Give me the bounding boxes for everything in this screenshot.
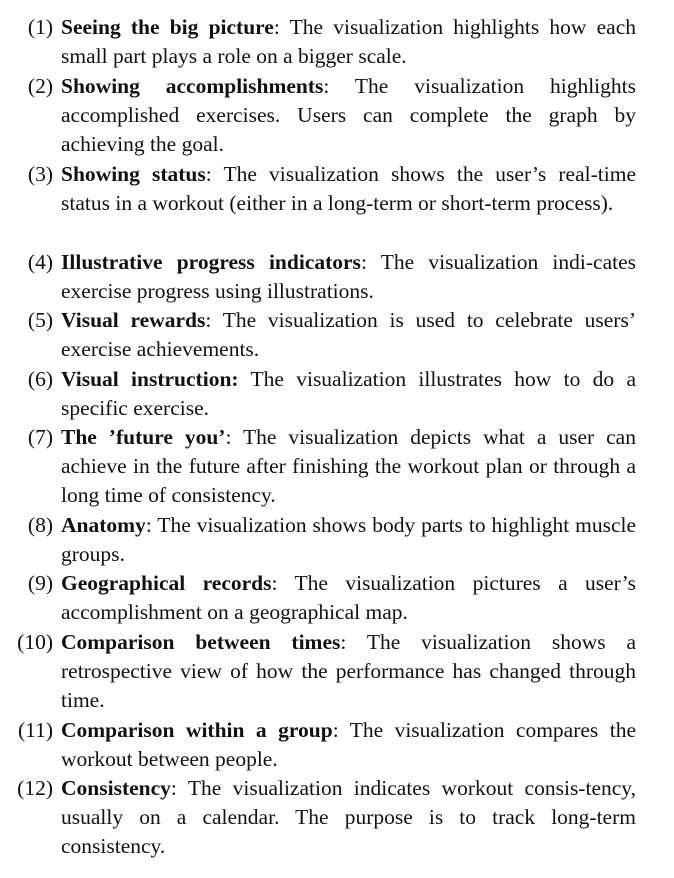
item-body xyxy=(61,13,636,71)
item-body xyxy=(61,423,636,511)
item-body xyxy=(61,306,636,364)
item-description: The visualization highlights accomplished exercises. Users can complete the graph by achieving the goal. xyxy=(61,74,636,157)
list-item xyxy=(0,774,636,862)
item-description: The visualization indi-cates exercise progress using illustrations. xyxy=(61,250,636,304)
list-item xyxy=(0,423,636,511)
item-term: Consistency xyxy=(61,776,171,800)
item-term: Comparison within a group xyxy=(61,718,333,742)
list-item xyxy=(0,511,636,569)
item-separator: : xyxy=(225,425,244,449)
item-separator xyxy=(239,367,251,391)
list-item xyxy=(0,716,636,774)
list-item xyxy=(0,248,636,306)
item-separator: : xyxy=(273,15,290,39)
item-number: (5) xyxy=(27,308,53,332)
item-body xyxy=(61,774,636,862)
item-number: (6) xyxy=(27,367,53,391)
item-number: (12) xyxy=(17,776,53,800)
item-term: Seeing the big picture xyxy=(61,15,274,39)
item-term: Visual instruction: xyxy=(61,367,239,391)
item-body xyxy=(61,160,636,218)
list-item xyxy=(0,628,636,716)
list-item xyxy=(0,160,636,218)
list-item xyxy=(0,72,636,160)
item-term: Showing accomplishments xyxy=(61,74,324,98)
item-description: The visualization pictures a user’s accomplishment on a geographical map. xyxy=(61,571,636,625)
item-term: Anatomy xyxy=(61,513,146,537)
item-separator: : xyxy=(170,776,188,800)
item-separator: : xyxy=(271,571,295,595)
item-term: The ’future you’ xyxy=(61,425,226,449)
item-number: (11) xyxy=(17,718,53,742)
item-description: The visualization indicates workout consis-tency, usually on a calendar. The purpose is to track long-term consistency. xyxy=(61,776,637,859)
item-description: The visualization shows body parts to highlight muscle groups. xyxy=(61,513,636,567)
item-description: The visualization depicts what a user can achieve in the future after finishing the workout plan or through a long time of consistency. xyxy=(61,425,636,508)
item-body xyxy=(61,248,636,306)
item-number: (4) xyxy=(27,250,53,274)
item-description: The visualization shows a retrospective view of how the performance has changed through time. xyxy=(61,630,637,713)
item-description: The visualization compares the workout between people. xyxy=(61,718,636,772)
item-number: (8) xyxy=(27,513,53,537)
item-body xyxy=(61,569,636,627)
item-body xyxy=(61,72,636,160)
item-number: (3) xyxy=(27,162,53,186)
item-description: The visualization illustrates how to do a specific exercise. xyxy=(61,367,636,421)
item-number: (9) xyxy=(27,571,53,595)
list-item xyxy=(0,306,636,364)
item-body xyxy=(61,365,636,423)
item-term: Illustrative progress indicators xyxy=(61,250,361,274)
item-separator: : xyxy=(360,250,381,274)
list-item xyxy=(0,365,636,423)
item-body xyxy=(61,511,636,569)
item-separator: : xyxy=(323,74,355,98)
item-number: (2) xyxy=(27,74,53,98)
item-description: The visualization is used to celebrate users’ exercise achievements. xyxy=(61,308,636,362)
item-number: (1) xyxy=(27,15,53,39)
item-term: Comparison between times xyxy=(61,630,341,654)
item-number: (10) xyxy=(17,630,53,654)
item-number: (7) xyxy=(27,425,53,449)
item-description: The visualization highlights how each small part plays a role on a bigger scale. xyxy=(61,15,636,69)
item-description: The visualization shows the user’s real-time status in a workout (either in a long-term or short-term process). xyxy=(61,162,636,216)
item-body xyxy=(61,628,636,716)
item-separator: : xyxy=(332,718,350,742)
list-item xyxy=(0,13,636,71)
list-item xyxy=(0,569,636,627)
item-term: Geographical records xyxy=(61,571,272,595)
item-separator: : xyxy=(145,513,158,537)
item-separator: : xyxy=(340,630,367,654)
item-separator: : xyxy=(205,308,223,332)
item-term: Visual rewards xyxy=(61,308,206,332)
item-body xyxy=(61,716,636,774)
item-separator: : xyxy=(205,162,224,186)
item-term: Showing status xyxy=(61,162,206,186)
